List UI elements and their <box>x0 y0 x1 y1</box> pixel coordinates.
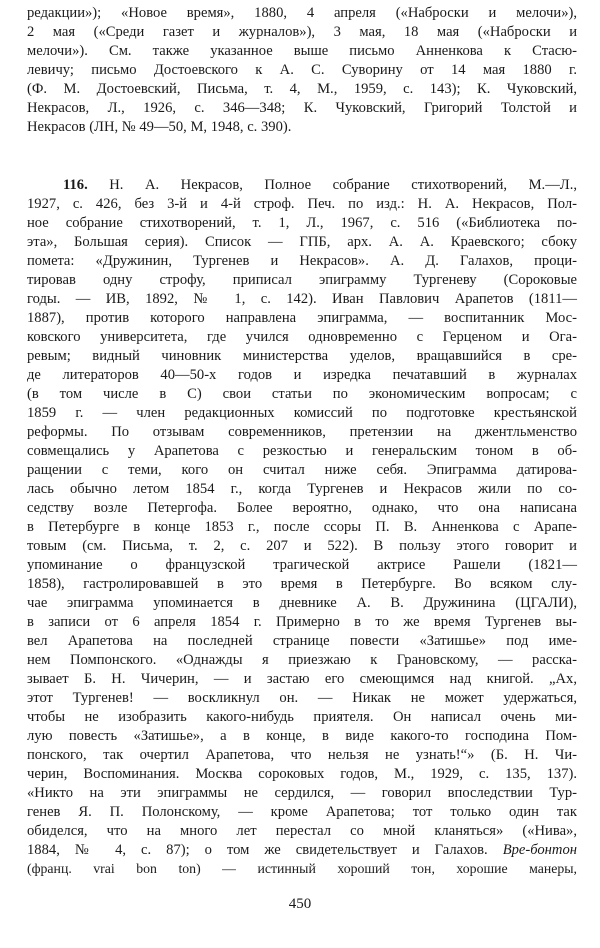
text-line: (Ф. М. Достоевский, Письма, т. 4, М., 1959, с. 143); К. Чуковский, <box>27 81 577 97</box>
text-line: пометa: «Дружинин, Тургенев и Некрасов». А. Д. Галахов, проци- <box>27 253 577 269</box>
text-line: этот Тургенев! — воскликнул он. — Никак не может удержаться, <box>27 690 577 706</box>
page-number: 450 <box>288 896 312 912</box>
term-vrai-bon-ton: Вре-бонтон <box>502 842 577 858</box>
text-line: годы. — ИВ, 1892, № 1, с. 142). Иван Павлович Арапетов (1811— <box>27 291 577 307</box>
text-line: (в том числе в С) свои статьи по экономическим вопросам; с <box>27 386 577 402</box>
text-line: эта», Большая серия). Список — ГПБ, арх. А. А. Краевского; сбоку <box>27 234 577 250</box>
text-line: редакции»); «Новое время», 1880, 4 апреля («Наброски и мелочи»), <box>27 5 577 21</box>
text-line: мелочи»). См. также указанное выше письмо Анненкова к Стасю- <box>27 43 577 59</box>
text-line: Некрасов, Л., 1926, с. 346—348; К. Чуковский, Григорий Толстой и <box>27 100 577 116</box>
text-line: товым (см. Письма, т. 2, с. 207 и 522). В пользу этого говорит и <box>27 538 577 554</box>
text-line: ращении с теми, кого он считал ниже себя. Эпиграмма датирова- <box>27 462 577 478</box>
text-line: нем Помпонского. «Однажды я приезжаю к Грановскому, — расска- <box>27 652 577 668</box>
text-line: левичу; письмо Достоевского к А. С. Суворину от 14 мая 1880 г. <box>27 62 577 78</box>
text-line: «Никто на эти эпиграммы не сердился, — говорил впоследствии Тур- <box>27 785 577 801</box>
text-line <box>27 841 577 860</box>
text-line: тировав одну строфу, приписал эпиграмму Тургеневу (Сороковые <box>27 272 577 288</box>
text-line: седству возле Петергофа. Более вероятно, однако, что она написана <box>27 500 577 516</box>
text-line: вел Арапетова на последней странице повести «Затишье» под име- <box>27 633 577 649</box>
text-line: реформы. По отзывам современников, претензии на джентльменство <box>27 424 577 440</box>
note-first-line: Н. А. Некрасов, Полное собрание стихотворений, М.—Л., <box>87 177 577 193</box>
text-line: Некрасов (ЛН, № 49—50, М, 1948, с. 390). <box>27 119 292 135</box>
text-line: лась обычно летом 1854 г., когда Тургенев и Некрасов жили по со- <box>27 481 577 497</box>
text-fragment: 1884, № 4, с. 87); о том же свидетельствует и Галахов. <box>27 842 488 858</box>
text-line: 1887), против которого направлена эпиграмма, — воспитанник Мос- <box>27 310 577 326</box>
text-line: генев Я. П. Полонскому, — кроме Арапетова; тот только один так <box>27 804 577 820</box>
text-line: 1858), гастролировавшей в это время в Петербурге. Во всяком слу- <box>27 576 577 592</box>
note-number: 116. <box>63 177 88 193</box>
text-line: де литераторов 40—50-х годов и изредка печатавший в журналах <box>27 367 577 383</box>
text-line: обиделся, что на много лет перестал со мной кланяться» («Нива», <box>27 823 577 839</box>
text-line: в записи от 6 апреля 1854 г. Примерно в то же время Тургенев вы- <box>27 614 577 630</box>
text-line: чтобы не изобразить какого-нибудь приятеля. Он написал очень ми- <box>27 709 577 725</box>
text-line: черин, Воспоминания. Москва сороковых годов, М., 1929, с. 135, 137). <box>27 766 577 782</box>
text-line: в Петербурге в конце 1853 г., после ссоры П. В. Анненкова с Арапе- <box>27 519 577 535</box>
text-line: совмещались у Арапетова с резкостью и генеральским тоном в об- <box>27 443 577 459</box>
text-line: зывает Б. Н. Чичерин, — и застаю его смеющимся над книгой. „Ах, <box>27 671 577 687</box>
text-line: ковского университета, где учился одновременно с Герценом и Ога- <box>27 329 577 345</box>
text-line: (франц. vrai bon ton) — истинный хороший тон, хорошие манеры, <box>27 861 577 876</box>
text-line: чае эпиграмма упоминается в дневнике А. В. Дружинина (ЦГАЛИ), <box>27 595 577 611</box>
text-line: ное собрание стихотворений, т. 1, Л., 1967, с. 516 («Библиотека по- <box>27 215 577 231</box>
text-line: упоминание о французской трагической актрисе Рашели (1821— <box>27 557 577 573</box>
text-line: ревым; видный чиновник министерства уделов, вращавшийся в сре- <box>27 348 577 364</box>
text-line: 2 мая («Среди газет и журналов»), 3 мая, 18 мая («Наброски и <box>27 24 577 40</box>
text-line: лую повесть «Затишье», а в конце, в виде какого-то господина Пом- <box>27 728 577 744</box>
text-line: 1859 г. — член редакционных комиссий по подготовке крестьянской <box>27 405 577 421</box>
text-line: понского, так очертил Арапетова, что нельзя не узнать!“» (Б. Н. Чи- <box>27 747 577 763</box>
text-line <box>27 176 577 195</box>
text-line: 1927, с. 426, без 3-й и 4-й строф. Печ. по изд.: Н. А. Некрасов, Пол- <box>27 196 577 212</box>
